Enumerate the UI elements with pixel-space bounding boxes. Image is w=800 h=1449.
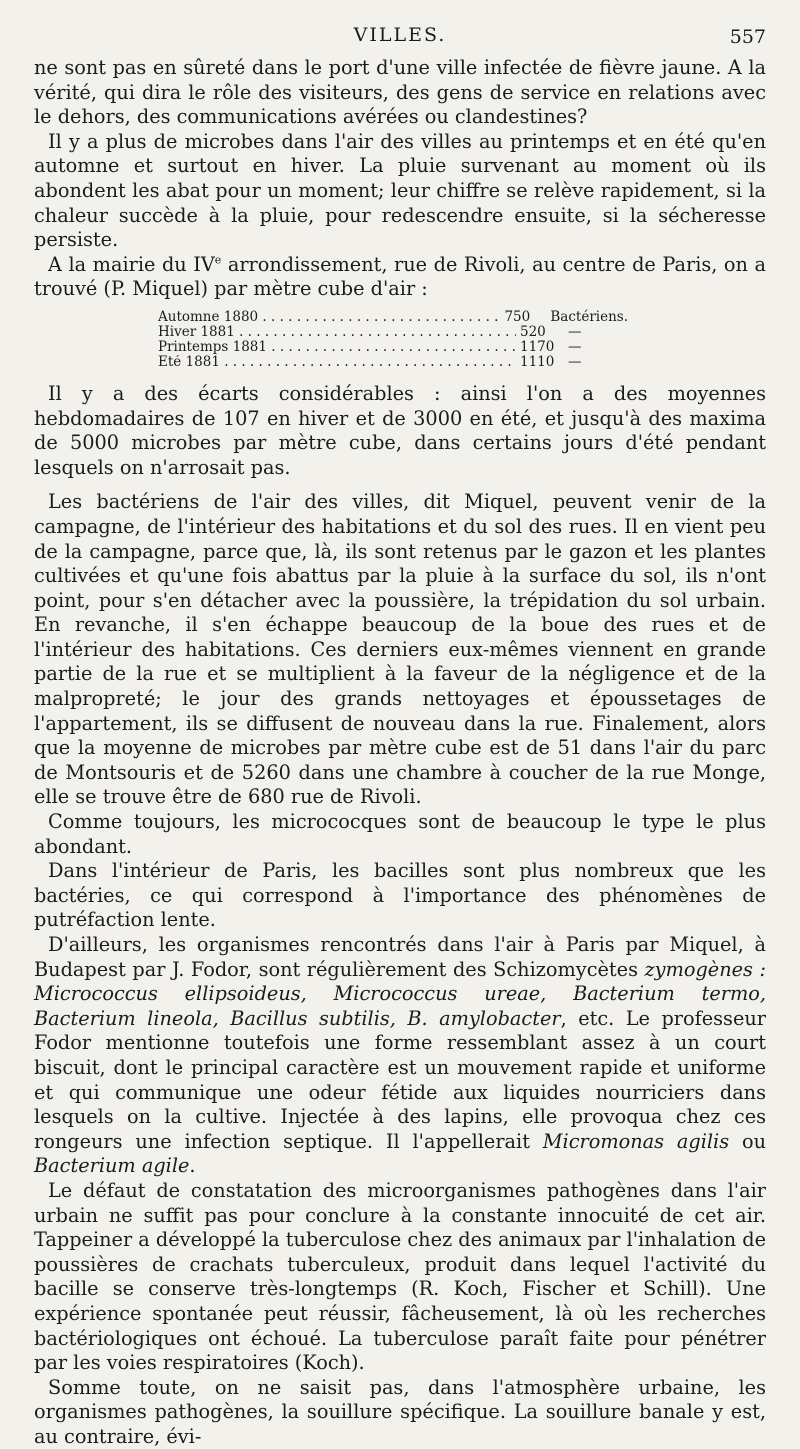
table-count: 1170 bbox=[520, 338, 555, 355]
paragraph-micrococques: Comme toujours, les micrococques sont de beaucoup le type le plus abondant. bbox=[34, 810, 766, 858]
text-run: ou bbox=[729, 1129, 766, 1153]
text-run: . bbox=[189, 1154, 196, 1178]
page-number: 557 bbox=[729, 26, 766, 48]
paragraph-tuberculose: Le défaut de constatation des microorganismes pathogènes dans l'air urbain ne suffit pas pour conclure à la constante innocuité de cet air. Tappeiner a développé la tuberculose chez des animaux par l'inhalation de poussières de crachats tuberculeux, produit dans lequel l'activité du bacille se conserve très-longtemps (R. Koch, Fischer et Schill). Une expérience spontanée peut réussir, fâcheusement, là où les recherches bactériologiques ont échoué. La tuberculose paraît faite pour pénétrer par les voies respiratoires (Koch). bbox=[34, 1178, 766, 1375]
paragraph-bacilles: Dans l'intérieur de Paris, les bacilles sont plus nombreux que les bactéries, ce qui correspond à l'importance des phénomènes de putréfaction lente. bbox=[34, 859, 766, 932]
table-count: 520 bbox=[520, 323, 546, 340]
table-unit: — bbox=[568, 353, 582, 370]
table-row bbox=[158, 340, 628, 355]
bacteria-table bbox=[158, 310, 628, 370]
table-row bbox=[158, 355, 628, 370]
table-count: 1110 bbox=[520, 353, 555, 370]
table-unit: Bactériens. bbox=[550, 308, 628, 325]
paragraph-somme-toute: Somme toute, on ne saisit pas, dans l'atmosphère urbaine, les organismes pathogènes, la souillure spécifique. La souillure banale y est, au contraire, évi- bbox=[34, 1375, 766, 1448]
paragraph-bacteriens: Les bactériens de l'air des villes, dit Miquel, peuvent venir de la campagne, de l'intérieur des habitations et du sol des rues. Il en vient peu de la campagne, parce que, là, ils sont retenus par le gazon et les plantes cultivées et qu'une fois abattus par la pluie à la surface du sol, ils n'ont point, pour s'en détacher avec la poussière, la trépidation du sol urbain. En revanche, il s'en échappe beaucoup de la boue des rues et de l'intérieur des habitations. Ces derniers eux-mêmes viennent en grande partie de la rue et se multiplient à la faveur de la négligence et de la malpropreté; le jour des grands nettoyages et époussetages de l'appartement, ils se diffusent de nouveau dans la rue. Finalement, alors que la moyenne de microbes par mètre cube est de 51 dans l'air du parc de Montsouris et de 5260 dans une chambre à coucher de la rue Monge, elle se trouve être de 680 rue de Rivoli. bbox=[34, 490, 766, 809]
page-body bbox=[34, 56, 766, 1449]
text-run: , etc. Le professeur Fodor mentionne toutefois une forme ressemblant assez à un court biscuit, dont le principal caractère est un mouvement rapide et uniforme et qui communique une odeur fétide aux liquides nourriciers dans lesquels on la cultive. Injectée à des lapins, elle provoqua chez ces rongeurs une infection septique. Il l'appellerait bbox=[34, 1006, 766, 1153]
text-run: A la mairie du IV bbox=[48, 252, 215, 276]
table-season: Été 1881 . . . bbox=[158, 355, 516, 370]
italic-species: Bacterium agile bbox=[34, 1154, 190, 1178]
table-count: 750 bbox=[504, 308, 531, 325]
paragraph-organismes bbox=[34, 933, 766, 1179]
superscript: e bbox=[214, 253, 222, 267]
table-unit: — bbox=[568, 323, 582, 340]
page-header bbox=[34, 16, 766, 56]
italic-species: Micromonas agilis bbox=[542, 1129, 730, 1153]
paragraph-mairie bbox=[34, 253, 766, 302]
text-run: arrondissement, rue de Rivoli, au centre de Paris, on a trouvé (P. Miquel) par mètre cube d'air : bbox=[34, 252, 766, 301]
paragraph-continuation: ne sont pas en sûreté dans le port d'une ville infectée de fièvre jaune. A la vérité, qui dira le rôle des visiteurs, des gens de service en relations avec le dehors, des communications avérées ou clandestines? bbox=[34, 56, 766, 129]
text-run: D'ailleurs, les organismes rencontrés dans l'air à Paris par Miquel, à Budapest par J. Fodor, sont régulièrement des Schizomycètes bbox=[34, 933, 766, 981]
table-unit: — bbox=[568, 338, 582, 355]
table-season: Automne 1880 . . . bbox=[158, 310, 500, 325]
italic-species: zymogènes : Micrococcus ellipsoideus, Micrococcus ureae, Bacterium termo, Bacterium lineola, Bacillus subtilis, B. amylobacter bbox=[34, 957, 766, 1030]
table-season: Printemps 1881 . . . bbox=[158, 340, 516, 355]
table-row bbox=[158, 325, 628, 340]
table-season: Hiver 1881 . . . bbox=[158, 325, 516, 340]
running-head: VILLES. bbox=[353, 24, 447, 46]
table-row bbox=[158, 310, 628, 325]
paragraph-seasons: Il y a plus de microbes dans l'air des villes au printemps et en été qu'en automne et surtout en hiver. La pluie survenant au moment où ils abondent les abat pour un moment; leur chiffre se relève rapidement, si la chaleur succède à la pluie, pour redescendre ensuite, si la sécheresse persiste. bbox=[34, 129, 766, 252]
paragraph-ecarts: Il y a des écarts considérables : ainsi l'on a des moyennes hebdomadaires de 107 en hiver et de 3000 en été, et jusqu'à des maxima de 5000 microbes par mètre cube, dans certains jours d'été pendant lesquels on n'arrosait pas. bbox=[34, 381, 766, 479]
